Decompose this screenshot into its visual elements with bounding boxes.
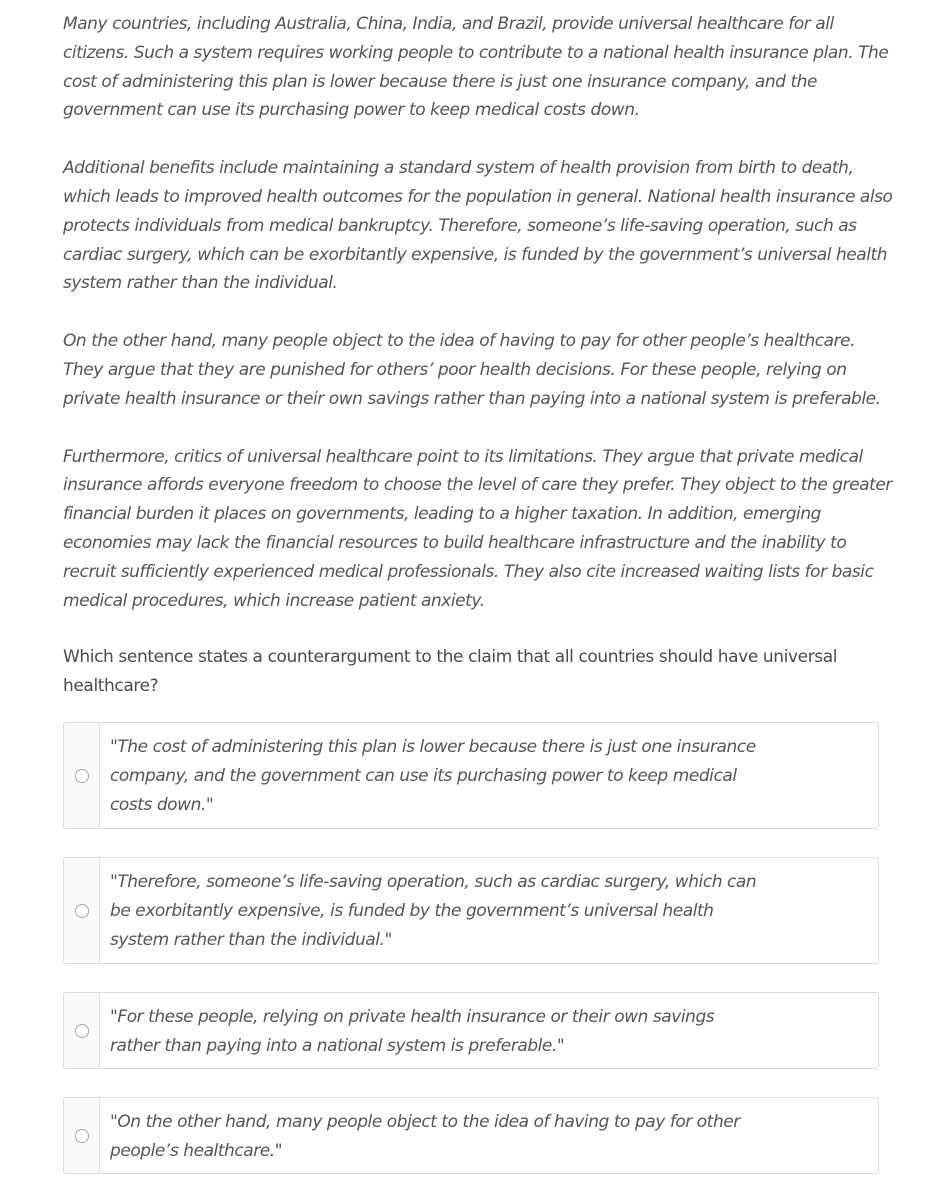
answer-choice-text: "On the other hand, many people object to the idea of having to pay for other people’s healthcare." — [110, 1112, 740, 1161]
passage-paragraph-3: On the other hand, many people object to the idea of having to pay for other people’s healthcare. They argue that they are punished for others’ poor health decisions. For these people, relying on private health insurance or their own savings rather than paying into a national system is preferable. — [63, 331, 881, 409]
radio-button-icon[interactable] — [75, 769, 89, 783]
question-prompt: Which sentence states a counterargument to the claim that all countries should have universal healthcare? — [63, 647, 838, 696]
answer-choice-text: "The cost of administering this plan is lower because there is just one insurance company, and the government can use its purchasing power to keep medical costs down." — [110, 737, 756, 815]
radio-column — [64, 858, 100, 963]
radio-button-icon[interactable] — [75, 904, 89, 918]
answer-choice-text: "Therefore, someone’s life-saving operation, such as cardiac surgery, which can be exorbitantly expensive, is funded by the government’s universal health system rather than the individual." — [110, 872, 757, 950]
answer-choice-1[interactable] — [63, 722, 879, 829]
radio-column — [64, 1098, 100, 1173]
answer-choice-text: "For these people, relying on private health insurance or their own savings rather than paying into a national system is preferable." — [110, 1007, 715, 1056]
answer-choice-2[interactable] — [63, 857, 879, 964]
passage-paragraph-4: Furthermore, critics of universal healthcare point to its limitations. They argue that private medical insurance affords everyone freedom to choose the level of care they prefer. They object to the greater financial burden it places on governments, leading to a higher taxation. In addition, emerging economies may lack the financial resources to build healthcare infrastructure and the inability to recruit sufficiently experienced medical professionals. They also cite increased waiting lists for basic medical procedures, which increase patient anxiety. — [63, 446, 892, 611]
reading-passage — [63, 10, 893, 644]
passage-paragraph-2: Additional benefits include maintaining a standard system of health provision from birth to death, which leads to improved health outcomes for the population in general. National health insurance also protects individuals from medical bankruptcy. Therefore, someone’s life-saving operation, such as cardiac surgery, which can be exorbitantly expensive, is funded by the government’s universal health system rather than the individual. — [63, 158, 893, 294]
radio-button-icon[interactable] — [75, 1129, 89, 1143]
answer-choice-3[interactable] — [63, 992, 879, 1069]
radio-column — [64, 993, 100, 1068]
radio-column — [64, 723, 100, 828]
radio-button-icon[interactable] — [75, 1024, 89, 1038]
passage-paragraph-1: Many countries, including Australia, China, India, and Brazil, provide universal healthcare for all citizens. Such a system requires working people to contribute to a national health insurance plan. The cost of administering this plan is lower because there is just one insurance company, and the government can use its purchasing power to keep medical costs down. — [63, 14, 889, 121]
answer-choice-4[interactable] — [63, 1097, 879, 1174]
